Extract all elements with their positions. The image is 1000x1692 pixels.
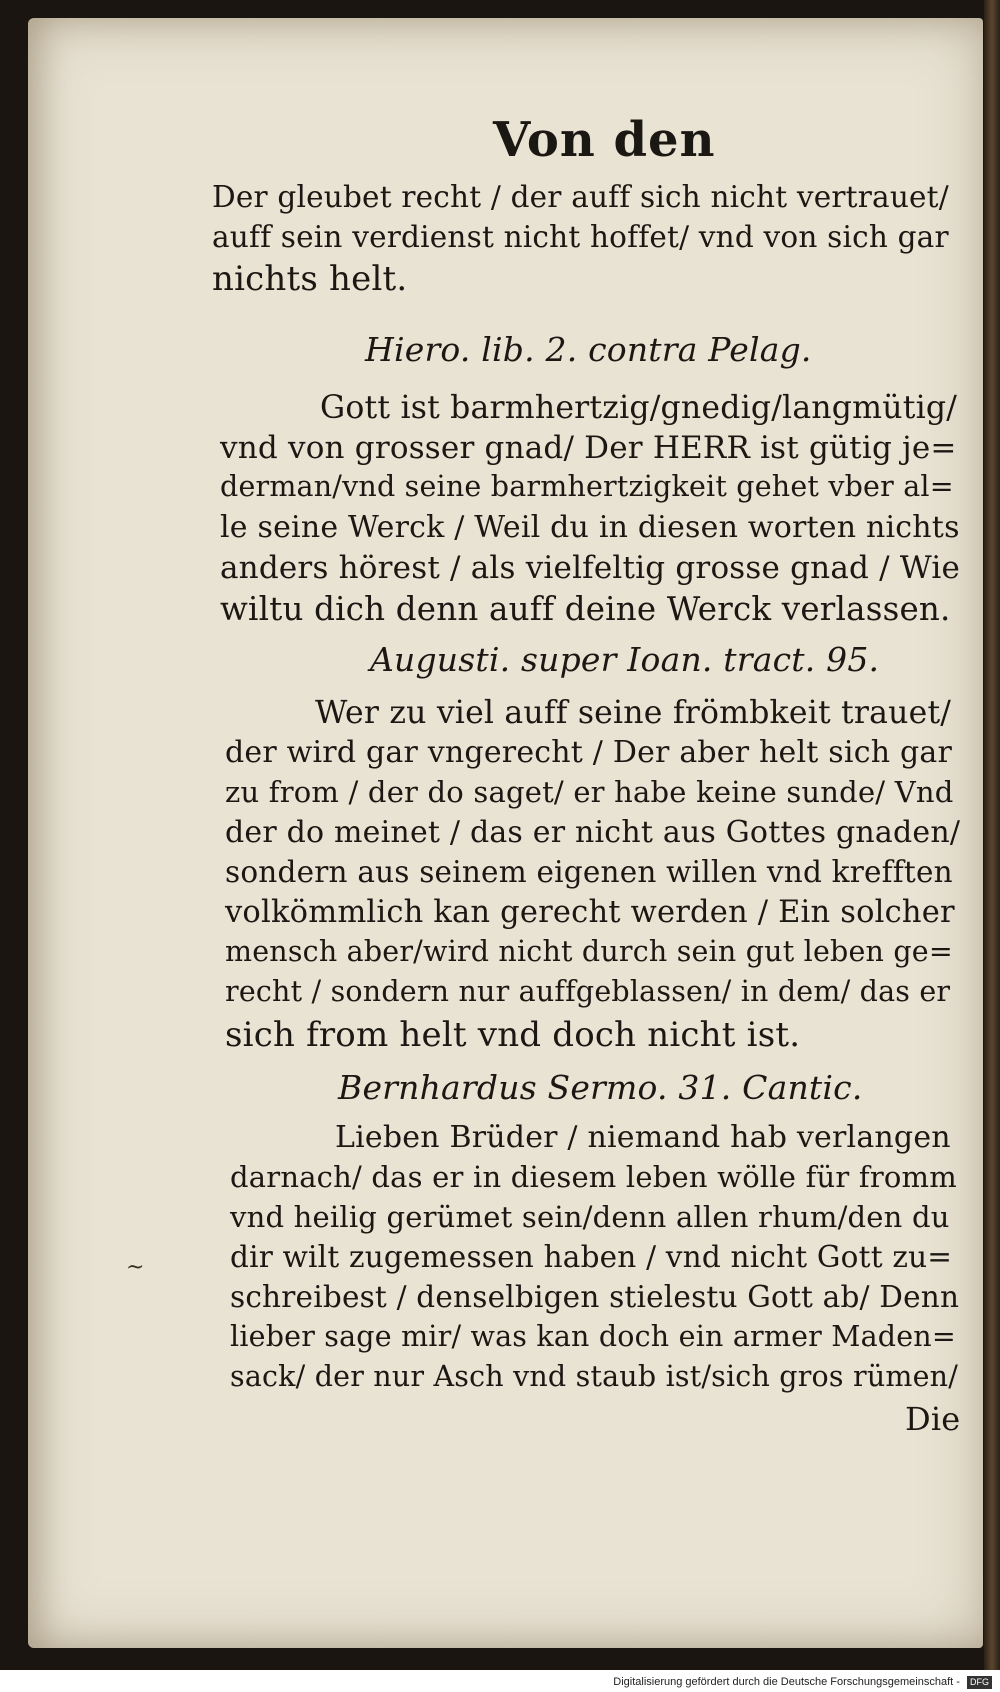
text-line: sich from helt vnd doch nicht ist. <box>225 1015 801 1055</box>
text-line: vnd heilig gerümet sein/denn allen rhum/den du <box>230 1200 950 1234</box>
text-line: sack/ der nur Asch vnd staub ist/sich gros rümen/ <box>230 1360 959 1393</box>
text-line: nichts helt. <box>212 259 408 299</box>
footer-text: Digitalisierung gefördert durch die Deutsche Forschungsgemeinschaft - <box>613 1676 960 1688</box>
text-line: der wird gar vngerecht / Der aber helt sich gar <box>225 735 952 770</box>
text-line: darnach/ das er in diesem leben wölle für fromm <box>230 1160 957 1194</box>
text-line: volkömmlich kan gerecht werden / Ein solcher <box>225 895 955 930</box>
book-edge <box>984 0 1000 1670</box>
text-line: wiltu dich denn auff deine Werck verlassen. <box>220 590 951 628</box>
footer <box>0 1672 1000 1692</box>
text-line: sondern aus seinem eigenen willen vnd krefften <box>225 855 953 889</box>
text-line: le seine Werck / Weil du in diesen worten nichts <box>220 510 960 545</box>
text-line: der do meinet / das er nicht aus Gottes gnaden/ <box>225 815 961 850</box>
section-heading: Augusti. super Ioan. tract. 95. <box>370 640 880 679</box>
text-line: mensch aber/wird nicht durch sein gut leben ge= <box>225 935 953 968</box>
text-line: schreibest / denselbigen stielestu Gott ab/ Denn <box>230 1280 960 1314</box>
text-line: auff sein verdienst nicht hoffet/ vnd von sich gar <box>212 220 949 254</box>
dfg-logo: DFG <box>967 1676 992 1689</box>
text-line: Gott ist barmhertzig/gnedig/langmütig/ <box>320 390 958 426</box>
text-line: Wer zu viel auff seine frömbkeit trauet/ <box>315 695 952 731</box>
section-heading: Hiero. lib. 2. contra Pelag. <box>365 330 812 369</box>
text-line: vnd von grosser gnad/ Der HERR ist gütig je= <box>220 430 957 466</box>
text-line: anders hörest / als vielfeltig grosse gnad / Wie <box>220 550 960 586</box>
text-line: derman/vnd seine barmhertzigkeit gehet vber al= <box>220 470 954 503</box>
ink-mark: ~ <box>126 1255 145 1280</box>
running-head: Von den <box>493 112 716 168</box>
text-line: lieber sage mir/ was kan doch ein armer Maden= <box>230 1320 956 1353</box>
catchword: Die <box>905 1400 961 1438</box>
section-heading: Bernhardus Sermo. 31. Cantic. <box>338 1068 863 1107</box>
text-line: Der gleubet recht / der auff sich nicht vertrauet/ <box>212 180 949 214</box>
text-line: zu from / der do saget/ er habe keine sunde/ Vnd <box>225 775 954 809</box>
text-line: Lieben Brüder / niemand hab verlangen <box>335 1120 951 1155</box>
text-line: dir wilt zugemessen haben / vnd nicht Gott zu= <box>230 1240 953 1274</box>
text-line: recht / sondern nur auffgeblassen/ in dem/ das er <box>225 975 951 1008</box>
